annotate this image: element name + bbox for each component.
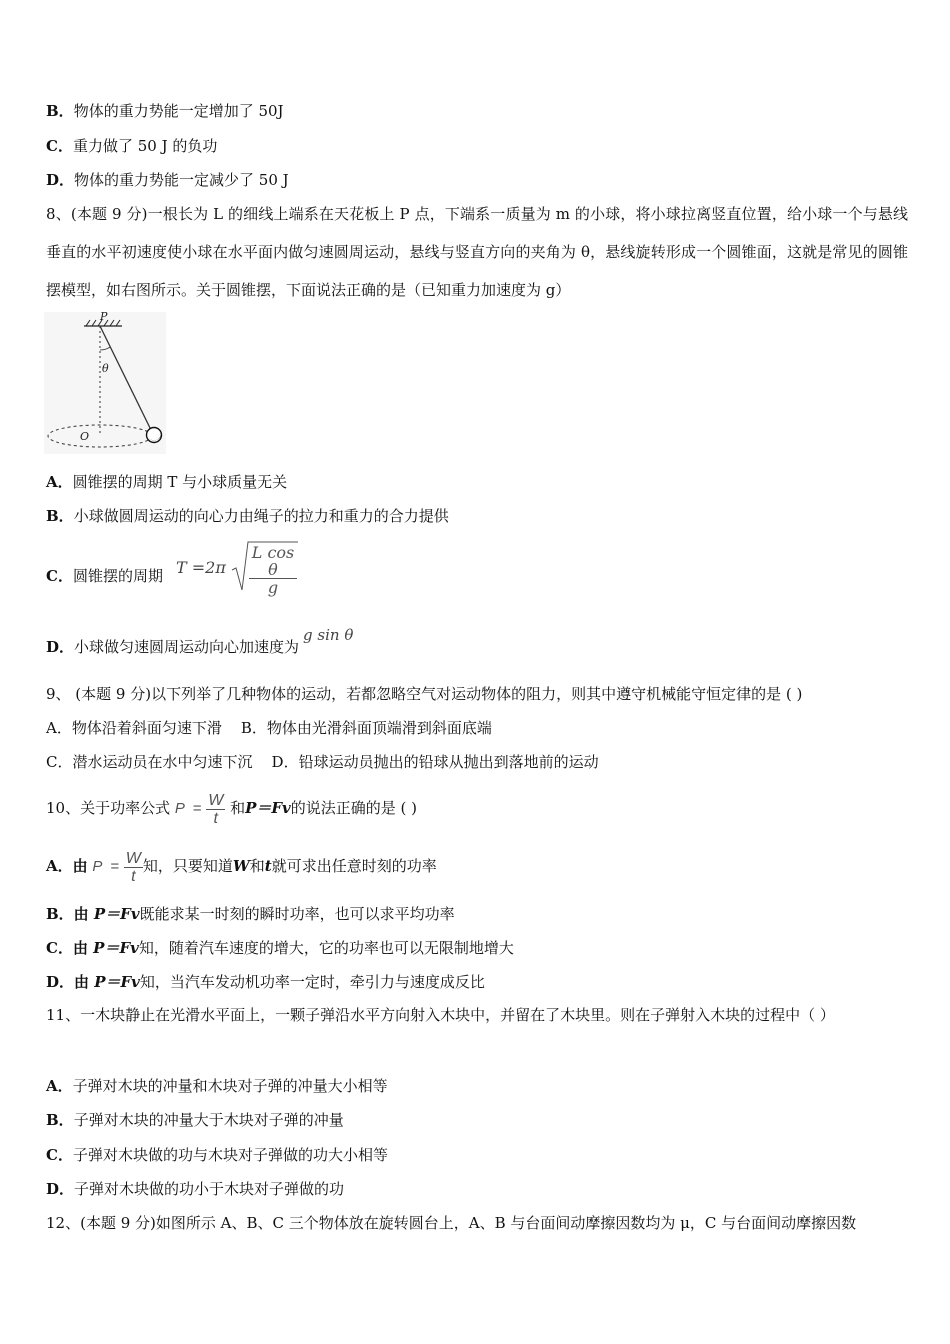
- point-p-label: P: [100, 312, 108, 323]
- q8-option-a: A．圆锥摆的周期 T 与小球质量无关: [46, 473, 288, 491]
- q8-option-b: B．小球做圆周运动的向心力由绳子的拉力和重力的合力提供: [46, 507, 449, 525]
- q11-option-b: B．子弹对木块的冲量大于木块对子弹的冲量: [46, 1111, 344, 1129]
- q11-stem: 11、一木块静止在光滑水平面上，一颗子弹沿水平方向射入木块中，并留在了木块里。则在子弹射入木块的过程中（ ）: [46, 1006, 835, 1024]
- q11-option-c: C．子弹对木块做的功与木块对子弹做的功大小相等: [46, 1146, 388, 1164]
- power-fraction: $\frac{W}{t}$: [208, 791, 224, 827]
- q10-option-c: C．由 P＝Fv知，随着汽车速度的增大，它的功率也可以无限制地增大: [46, 939, 514, 957]
- conical-pendulum-figure: [44, 312, 166, 454]
- q12-stem: 12、(本题 9 分)如图所示 A、B、C 三个物体放在旋转圆台上，A、B 与台面间动摩擦因数均为 μ，C 与台面间动摩擦因数: [46, 1214, 857, 1232]
- q11-option-d: D．子弹对木块做的功小于木块对子弹做的功: [46, 1180, 345, 1198]
- q7-option-d: D．物体的重力势能一定减少了 50 J: [46, 171, 289, 189]
- sqrt-fraction: $\frac{\text{L cos θ}}{g}$: [249, 544, 297, 596]
- q7-option-b: B．物体的重力势能一定增加了 50J: [46, 102, 284, 120]
- q9-options-row2: C．潜水运动员在水中匀速下沉 D．铅球运动员抛出的铅球从抛出到落地前的运动: [46, 753, 599, 771]
- q9-options-row1: A．物体沿着斜面匀速下滑 B．物体由光滑斜面顶端滑到斜面底端: [46, 719, 492, 737]
- q10-stem: 10、关于功率公式 P = $\frac{W}{t}$ 和P＝Fv的说法正确的是 ( ): [46, 791, 418, 827]
- q8-option-c: C．圆锥摆的周期: [46, 567, 163, 585]
- theta-label: θ: [102, 362, 109, 375]
- point-o-label: O: [80, 430, 90, 443]
- centripetal-formula: g sin θ: [303, 626, 354, 644]
- q11-option-a: A．子弹对木块的冲量和木块对子弹的冲量大小相等: [46, 1077, 388, 1095]
- ball: [147, 428, 162, 443]
- q9-stem: 9、 (本题 9 分)以下列举了几种物体的运动，若都忽略空气对运动物体的阻力，则其中遵守机械能守恒定律的是 ( ): [46, 685, 803, 703]
- q10-option-b: B．由 P＝Fv既能求某一时刻的瞬时功率，也可以求平均功率: [46, 905, 455, 923]
- q8-option-d: D．小球做匀速圆周运动向心加速度为g sin θ: [46, 626, 354, 656]
- power-fraction-a: $\frac{W}{t}$: [125, 849, 141, 885]
- q7-option-c: C．重力做了 50 J 的负功: [46, 137, 218, 155]
- q10-option-d: D．由 P＝Fv知，当汽车发动机功率一定时，牵引力与速度成反比: [46, 973, 485, 991]
- q10-option-a: A．由 P = $\frac{W}{t}$ 知，只要知道W和t就可求出任意时刻的功率: [46, 849, 437, 885]
- q8-stem: 8、(本题 9 分)一根长为 L 的细线上端系在天花板上 P 点，下端系一质量为 m 的小球，将小球拉离竖直位置，给小球一个与悬线垂直的水平初速度使小球在水平面内做匀速圆周运动，悬线与竖直方向的夹角为 θ，悬线旋转形成一个圆锥面，这就是常见的圆锥摆模型，如右图所示。关于圆锥摆，下面说法正确的是（已知重力加速度为 g）: [46, 205, 909, 299]
